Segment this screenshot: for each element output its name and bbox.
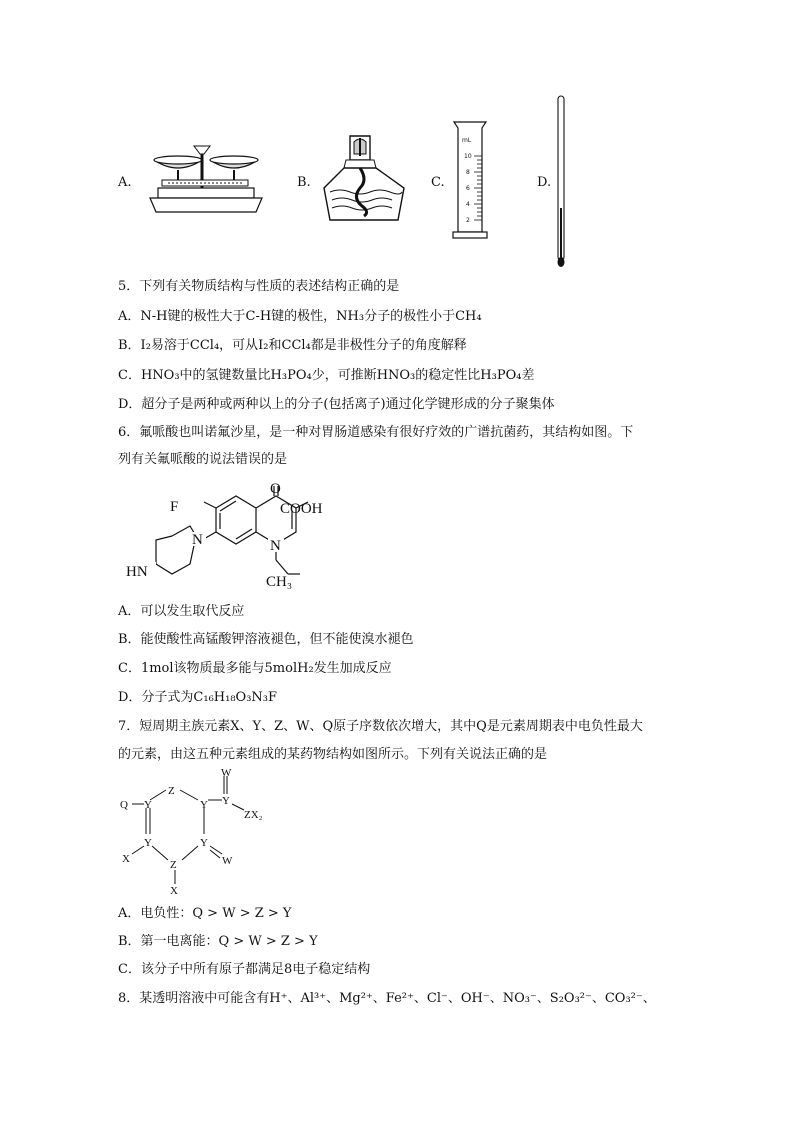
question-stem: 6．氟哌酸也叫诺氟沙星，是一种对胃肠道感染有很好疗效的广谱抗菌药，其结构如图。下 (118, 425, 634, 440)
drug-molecule-structure (118, 768, 278, 898)
balance-scale-figure (138, 140, 262, 220)
atom-w-right: W (222, 855, 233, 867)
option-d: D．超分子是两种或两种以上的分子(包括离子)通过化学键形成的分子聚集体 (118, 397, 555, 412)
atom-n-ring: N (270, 538, 281, 554)
atom-f: F (170, 499, 179, 515)
atom-z-top: Z (168, 785, 175, 797)
option-label-c: C. (431, 175, 445, 190)
cylinder-unit: mL (462, 137, 472, 144)
group-zx2: ZX₂ (244, 809, 263, 821)
thermometer-figure (556, 96, 566, 268)
option-a: A．电负性：Q > W > Z > Y (118, 906, 292, 921)
atom-x-left: X (122, 853, 130, 865)
option-d: D．分子式为C₁₆H₁₈O₃N₃F (118, 690, 278, 705)
option-a: A．可以发生取代反应 (118, 604, 245, 619)
atom-y: Y (144, 799, 152, 811)
atom-x-bottom: X (170, 885, 178, 897)
option-b: B．I₂易溶于CCl₄，可从I₂和CCl₄都是非极性分子的角度解释 (118, 338, 467, 353)
option-c: C．该分子中所有原子都满足8电子稳定结构 (118, 962, 371, 977)
option-b: B．能使酸性高锰酸钾溶液褪色，但不能使溴水褪色 (118, 632, 414, 647)
cylinder-tick: 8 (466, 169, 470, 176)
atom-y: Y (144, 837, 152, 849)
atom-w-top: W (221, 767, 232, 779)
atom-y: Y (222, 795, 230, 807)
question-stem-cont: 列有关氟哌酸的说法错误的是 (118, 452, 288, 467)
atom-y: Y (200, 799, 208, 811)
cylinder-tick: 4 (466, 201, 470, 208)
atom-z-bottom: Z (170, 859, 177, 871)
graduated-cylinder-figure (452, 120, 488, 244)
cylinder-tick: 2 (466, 217, 470, 224)
atom-n-piperazine: N (192, 532, 203, 548)
option-label-d: D. (537, 175, 552, 190)
cylinder-tick: 10 (464, 153, 472, 160)
question-stem: 8．某透明溶液中可能含有H⁺、Al³⁺、Mg²⁺、Fe²⁺、Cl⁻、OH⁻、NO₃⁻、S₂O₃²⁻、CO₃²⁻、 (118, 991, 656, 1006)
option-label-a: A. (118, 175, 132, 190)
alcohol-lamp-figure (320, 132, 408, 224)
option-c: C．1mol该物质最多能与5molH₂发生加成反应 (118, 661, 392, 676)
cylinder-tick: 6 (466, 185, 470, 192)
option-label-b: B. (297, 175, 311, 190)
norfloxacin-structure (118, 478, 338, 594)
group-ch3: CH₃ (266, 574, 293, 590)
group-cooh: COOH (280, 501, 323, 517)
option-a: A．N-H键的极性大于C-H键的极性，NH₃分子的极性小于CH₄ (118, 309, 482, 324)
atom-q: Q (120, 799, 128, 811)
option-b: B．第一电离能：Q > W > Z > Y (118, 934, 318, 949)
atom-o: O (270, 481, 281, 497)
atom-y: Y (200, 837, 208, 849)
question-stem: 5．下列有关物质结构与性质的表述结构正确的是 (118, 279, 400, 294)
group-hn: HN (126, 564, 148, 580)
option-c: C．HNO₃中的氢键数量比H₃PO₄少，可推断HNO₃的稳定性比H₃PO₄差 (118, 368, 535, 383)
question-stem: 7．短周期主族元素X、Y、Z、W、Q原子序数依次增大，其中Q是元素周期表中电负性最大 (118, 719, 643, 734)
question-stem-cont: 的元素，由这五种元素组成的某药物结构如图所示。下列有关说法正确的是 (118, 747, 548, 762)
